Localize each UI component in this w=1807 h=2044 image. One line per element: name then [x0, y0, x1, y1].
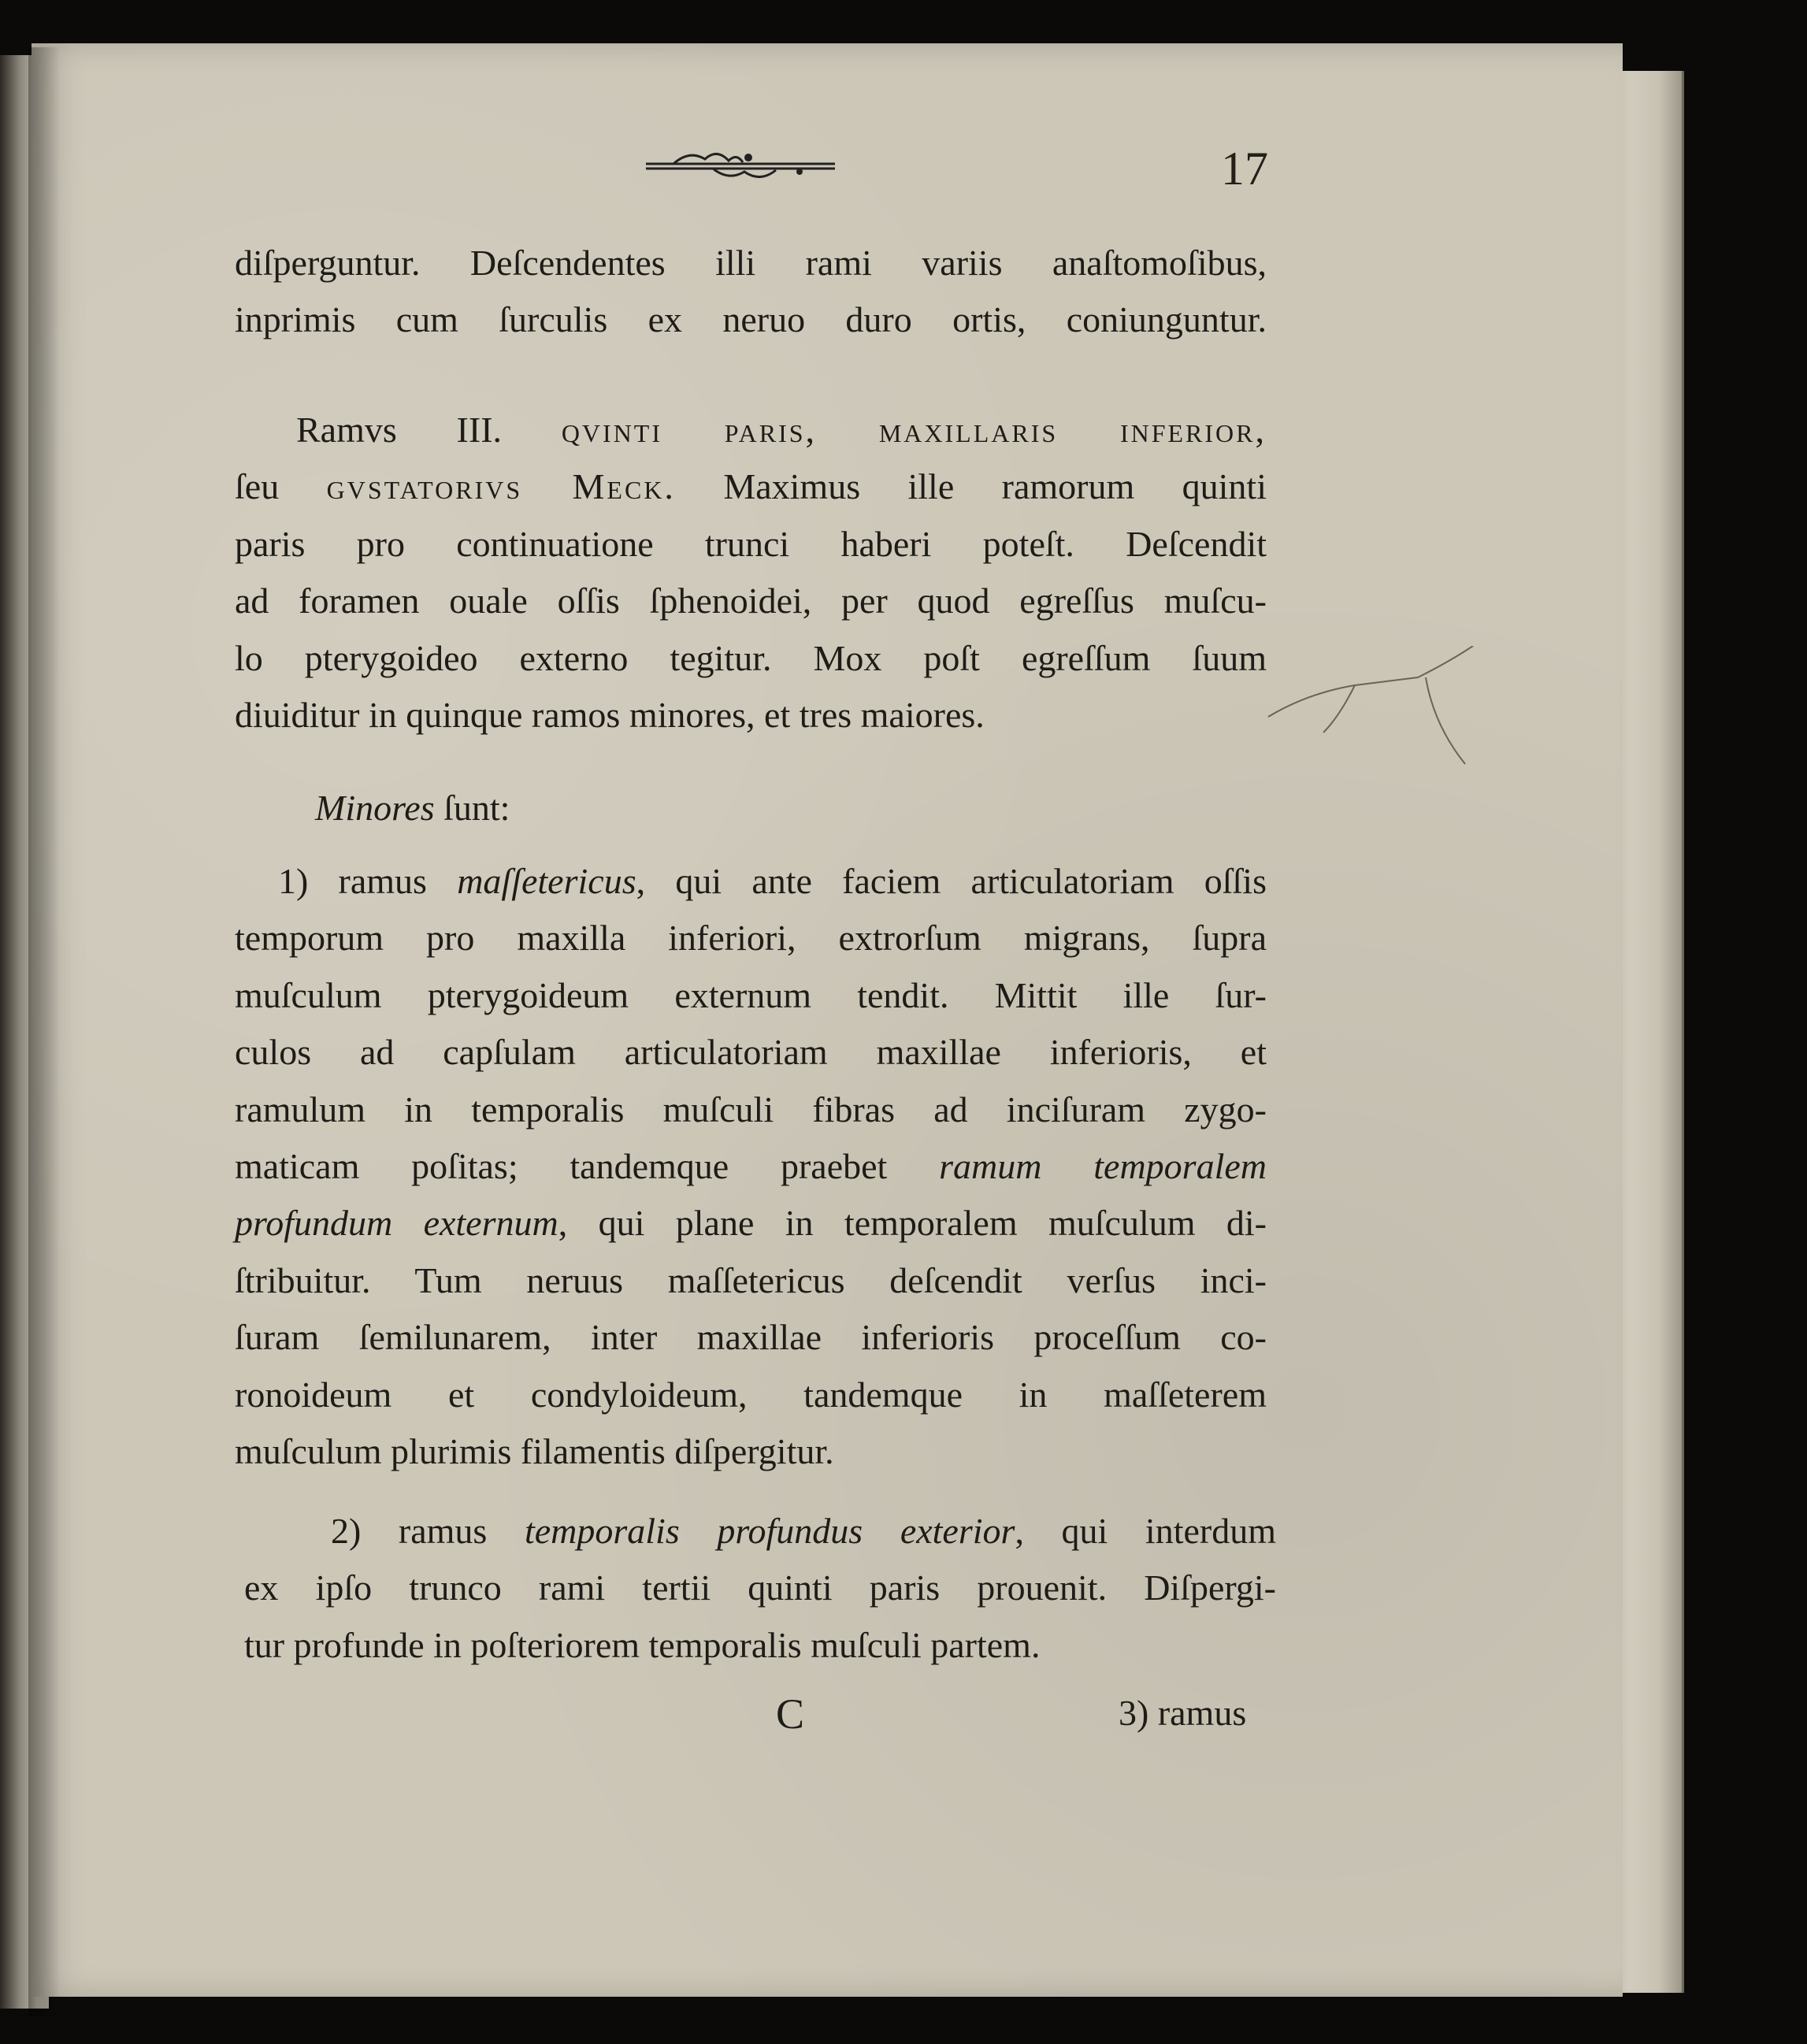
text-fragment: , qui interdum	[1015, 1511, 1276, 1551]
text-line: ſuram ſemilunarem, inter maxillae inferioris proceſſum co-	[235, 1317, 1267, 1358]
text-line: muſculum pterygoideum externum tendit. Mittit ille ſur-	[235, 974, 1267, 1015]
text-line: diuiditur in quinque ramos minores, et tres maiores.	[235, 694, 985, 735]
minores-label: Minores	[315, 788, 435, 828]
text-line: ex ipſo trunco rami tertii quinti paris prouenit. Diſpergi-	[244, 1567, 1276, 1608]
text-line: paris pro continuatione trunci haberi poteſt. Deſcendit	[235, 523, 1267, 564]
item-2-paragraph	[244, 1503, 1276, 1674]
italic-term: temporalis profundus exterior	[524, 1511, 1015, 1551]
ramus-title: Ramvs III.	[296, 410, 503, 450]
text-line: ramulum in temporalis muſculi fibras ad inciſuram zygo-	[235, 1089, 1267, 1130]
signature-mark: C	[776, 1690, 805, 1738]
text-line: tur profunde in poſteriorem temporalis muſculi partem.	[244, 1624, 1041, 1665]
heading-line	[235, 402, 1267, 458]
intro-paragraph	[235, 235, 1267, 349]
ink-scribble	[1260, 646, 1497, 803]
text-line: ad foramen ouale oſſis ſphenoidei, per quod egreſſus muſcu-	[235, 581, 1267, 621]
text-fragment: , qui ante faciem articulatoriam oſſis	[636, 861, 1267, 901]
item-1-paragraph	[235, 853, 1267, 1480]
text-line	[235, 853, 1267, 910]
text-line: diſperguntur. Deſcendentes illi rami variis anaſtomoſibus,	[235, 243, 1267, 283]
text-line: inprimis cum ſurculis ex neruo duro ortis, coniunguntur.	[235, 299, 1267, 340]
text-fragment: 1) ramus	[278, 861, 427, 901]
minores-suffix: ſunt:	[443, 788, 510, 828]
minores-line	[315, 780, 510, 837]
ramus-subtitle: qvinti paris, maxillaris inferior,	[561, 410, 1267, 450]
text-line	[235, 1195, 1267, 1252]
text-line: temporum pro maxilla inferiori, extrorſum migrans, ſupra	[235, 918, 1267, 959]
text-line: muſculum plurimis filamentis diſpergitur.	[235, 1430, 834, 1471]
text-line	[244, 1503, 1276, 1560]
text-line: ſtribuitur. Tum neruus maſſetericus deſcendit verſus inci-	[235, 1259, 1267, 1300]
italic-term: ramum temporalem	[939, 1145, 1267, 1186]
catchword: 3) ramus	[1119, 1693, 1247, 1733]
text-line: ronoideum et condyloideum, tandemque in maſſeterem	[235, 1374, 1267, 1415]
text-fragment: Maximus ille ramorum quinti	[723, 466, 1267, 507]
text-line: lo pterygoideo externo tegitur. Mox poſt egreſſum ſuum	[235, 637, 1267, 678]
ornament-icon	[642, 142, 839, 189]
text-fragment: maticam poſitas; tandemque praebet	[235, 1145, 888, 1186]
text-line: culos ad capſulam articulatoriam maxillae inferioris, et	[235, 1032, 1267, 1073]
italic-term: profundum externum	[235, 1203, 558, 1244]
italic-term: maſſetericus	[457, 861, 636, 901]
text-fragment: , qui plane in temporalem muſculum di-	[558, 1203, 1267, 1244]
text-line	[235, 458, 1267, 515]
page-number: 17	[1221, 143, 1268, 195]
text-fragment: 2) ramus	[331, 1511, 488, 1551]
text-line	[235, 1138, 1267, 1195]
ramus-paragraph	[235, 402, 1267, 744]
spine-shadow	[28, 47, 60, 2016]
small-caps-fragment: gvstatorivs Meck.	[326, 466, 676, 507]
text-fragment: ſeu	[235, 466, 280, 507]
